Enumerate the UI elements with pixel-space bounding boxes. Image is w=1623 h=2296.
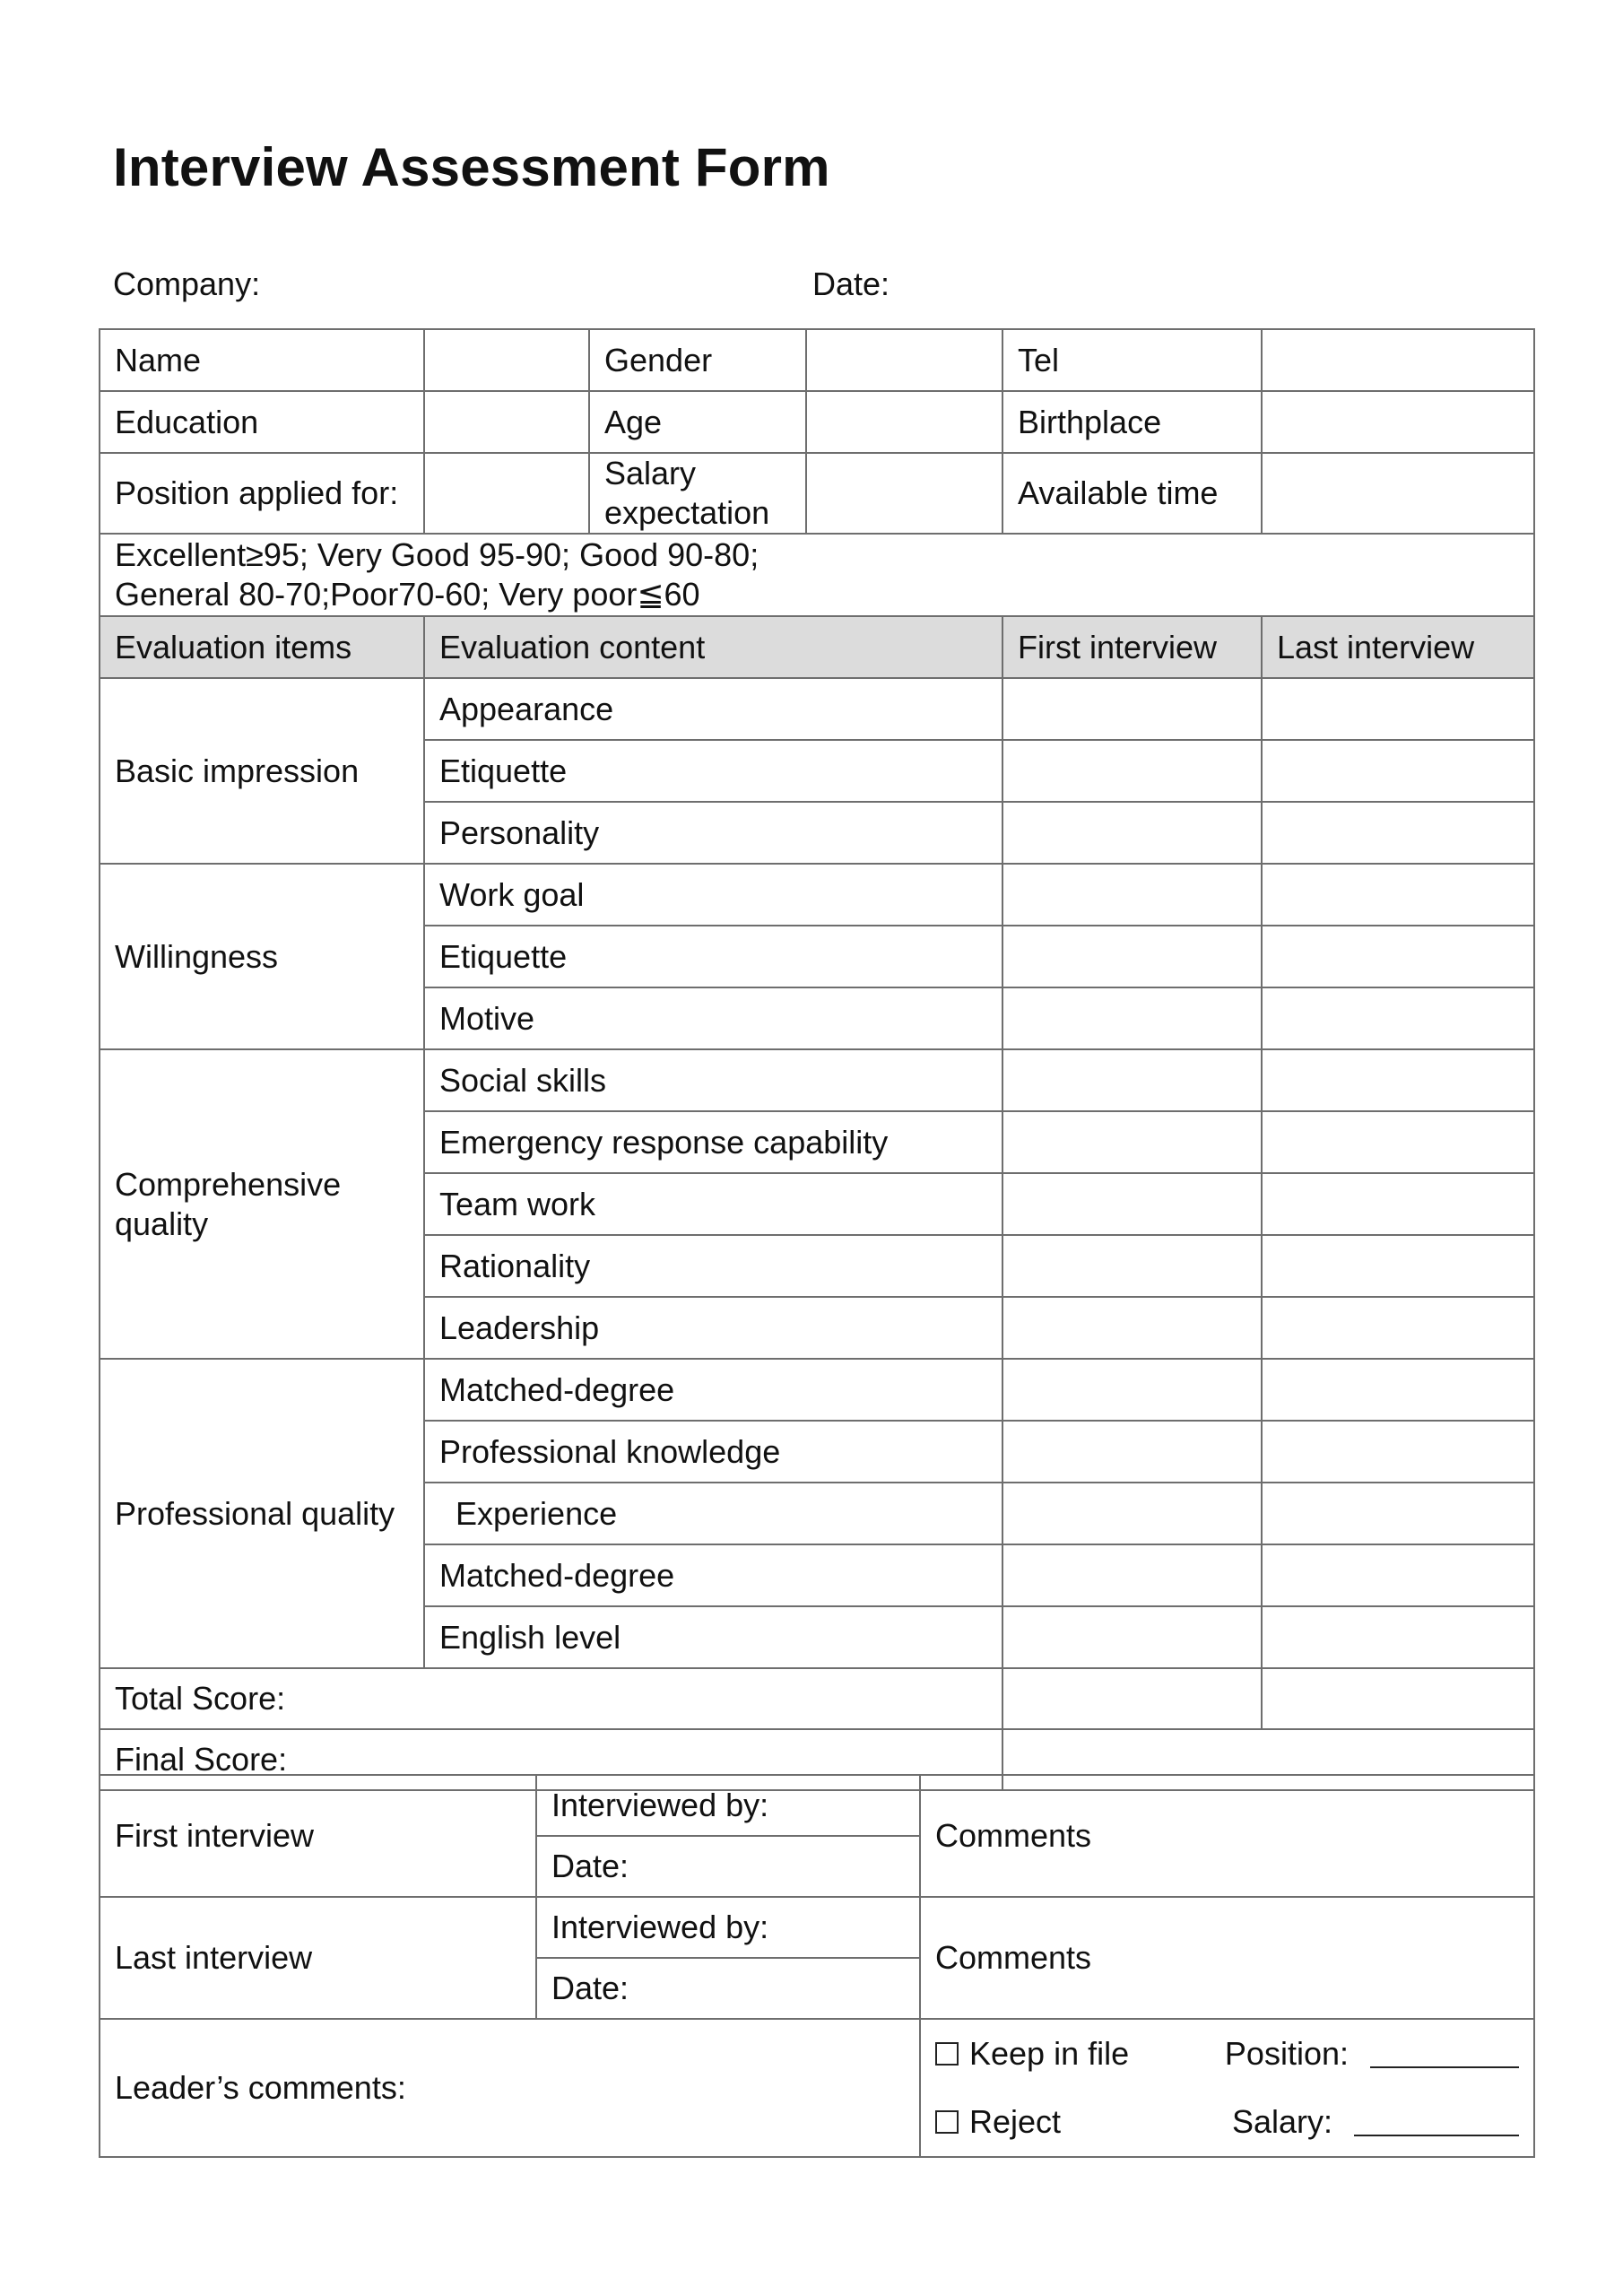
position-blank[interactable] — [1370, 2039, 1519, 2068]
first-interview-date[interactable]: Date: — [536, 1836, 920, 1897]
evaluation-item: Experience — [424, 1483, 1002, 1544]
name-label: Name — [100, 329, 424, 391]
assessment-table — [99, 328, 1535, 1791]
salary-blank[interactable] — [1354, 2108, 1519, 2136]
salary-expectation-field[interactable] — [806, 453, 1002, 534]
first-interview-score-cell[interactable] — [1002, 1049, 1262, 1111]
first-interviewed-by[interactable]: Interviewed by: — [536, 1775, 920, 1836]
evaluation-item: Matched-degree — [424, 1544, 1002, 1606]
header-evaluation-content: Evaluation content — [424, 616, 1002, 678]
evaluation-item: Appearance — [424, 678, 1002, 740]
salary-expectation-label: Salary expectation — [589, 453, 806, 534]
last-interview-comments[interactable]: Comments — [920, 1897, 1534, 2019]
last-interview-score-cell[interactable] — [1262, 678, 1534, 740]
birthplace-field[interactable] — [1262, 391, 1534, 453]
evaluation-item: Rationality — [424, 1235, 1002, 1297]
gender-label: Gender — [589, 329, 806, 391]
group-basic-impression: Basic impression — [100, 678, 424, 864]
first-interview-score-cell[interactable] — [1002, 864, 1262, 926]
first-interview-comments[interactable]: Comments — [920, 1775, 1534, 1897]
tel-label: Tel — [1002, 329, 1262, 391]
evaluation-item: Emergency response capability — [424, 1111, 1002, 1173]
first-interview-score-cell[interactable] — [1002, 1235, 1262, 1297]
salary-label: Salary: — [1231, 2103, 1332, 2140]
last-interview-score-cell[interactable] — [1262, 1173, 1534, 1235]
first-interview-score-cell[interactable] — [1002, 1544, 1262, 1606]
evaluation-item: Work goal — [424, 864, 1002, 926]
last-interview-score-cell[interactable] — [1262, 802, 1534, 864]
evaluation-item: Social skills — [424, 1049, 1002, 1111]
education-field[interactable] — [424, 391, 589, 453]
name-field[interactable] — [424, 329, 589, 391]
last-interview-score-cell[interactable] — [1262, 1421, 1534, 1483]
date-label: Date: — [812, 265, 890, 302]
group-comprehensive-quality: Comprehensive quality — [100, 1049, 424, 1359]
education-label: Education — [100, 391, 424, 453]
keep-in-file-checkbox[interactable] — [935, 2042, 959, 2066]
last-interview-score-cell[interactable] — [1262, 864, 1534, 926]
first-interview-label: First interview — [100, 1775, 536, 1897]
last-interview-score-cell[interactable] — [1262, 1606, 1534, 1668]
final-score-label: Final Score: — [100, 1729, 1002, 1790]
first-interview-score-cell[interactable] — [1002, 1421, 1262, 1483]
interview-signoff-table — [99, 1774, 1535, 2158]
last-interview-label: Last interview — [100, 1897, 536, 2019]
evaluation-item: Etiquette — [424, 926, 1002, 987]
header-first-interview: First interview — [1002, 616, 1262, 678]
evaluation-item: Team work — [424, 1173, 1002, 1235]
first-interview-score-cell[interactable] — [1002, 1297, 1262, 1359]
last-interview-score-cell[interactable] — [1262, 987, 1534, 1049]
group-willingness: Willingness — [100, 864, 424, 1049]
last-interview-score-cell[interactable] — [1262, 1235, 1534, 1297]
evaluation-item: Matched-degree — [424, 1359, 1002, 1421]
keep-in-file-label: Keep in file — [969, 2035, 1130, 2072]
first-interview-score-cell[interactable] — [1002, 987, 1262, 1049]
evaluation-item: Professional knowledge — [424, 1421, 1002, 1483]
first-interview-score-cell[interactable] — [1002, 1483, 1262, 1544]
last-interview-score-cell[interactable] — [1262, 1359, 1534, 1421]
rating-scale — [100, 534, 1534, 616]
last-interview-score-cell[interactable] — [1262, 1544, 1534, 1606]
tel-field[interactable] — [1262, 329, 1534, 391]
total-score-first-cell[interactable] — [1002, 1668, 1262, 1729]
first-interview-score-cell[interactable] — [1002, 740, 1262, 802]
last-interview-score-cell[interactable] — [1262, 1111, 1534, 1173]
first-interview-score-cell[interactable] — [1002, 1359, 1262, 1421]
position-applied-label: Position applied for: — [100, 453, 424, 534]
rating-scale-line-2: General 80-70;Poor70-60; Very poor≦60 — [115, 576, 700, 613]
evaluation-item: Personality — [424, 802, 1002, 864]
position-applied-field[interactable] — [424, 453, 589, 534]
last-interview-score-cell[interactable] — [1262, 1049, 1534, 1111]
age-field[interactable] — [806, 391, 1002, 453]
header-evaluation-items: Evaluation items — [100, 616, 424, 678]
first-interview-score-cell[interactable] — [1002, 802, 1262, 864]
evaluation-item: Motive — [424, 987, 1002, 1049]
first-interview-score-cell[interactable] — [1002, 678, 1262, 740]
total-score-label: Total Score: — [100, 1668, 1002, 1729]
evaluation-item: English level — [424, 1606, 1002, 1668]
group-professional-quality: Professional quality — [100, 1359, 424, 1668]
first-interview-score-cell[interactable] — [1002, 926, 1262, 987]
last-interview-date[interactable]: Date: — [536, 1958, 920, 2019]
age-label: Age — [589, 391, 806, 453]
last-interview-score-cell[interactable] — [1262, 1483, 1534, 1544]
rating-scale-line-1: Excellent≥95; Very Good 95-90; Good 90-80; — [115, 536, 759, 573]
leader-comments-label[interactable]: Leader’s comments: — [100, 2019, 920, 2157]
first-interview-score-cell[interactable] — [1002, 1173, 1262, 1235]
decision-options — [920, 2019, 1534, 2157]
gender-field[interactable] — [806, 329, 1002, 391]
first-interview-score-cell[interactable] — [1002, 1111, 1262, 1173]
reject-checkbox[interactable] — [935, 2110, 959, 2134]
last-interviewed-by[interactable]: Interviewed by: — [536, 1897, 920, 1958]
reject-label: Reject — [969, 2103, 1062, 2140]
page-title: Interview Assessment Form — [113, 137, 830, 197]
company-label: Company: — [113, 265, 261, 302]
last-interview-score-cell[interactable] — [1262, 740, 1534, 802]
total-score-last-cell[interactable] — [1262, 1668, 1534, 1729]
first-interview-score-cell[interactable] — [1002, 1606, 1262, 1668]
last-interview-score-cell[interactable] — [1262, 1297, 1534, 1359]
evaluation-item: Etiquette — [424, 740, 1002, 802]
last-interview-score-cell[interactable] — [1262, 926, 1534, 987]
position-label: Position: — [1224, 2035, 1349, 2072]
evaluation-item: Leadership — [424, 1297, 1002, 1359]
available-time-field[interactable] — [1262, 453, 1534, 534]
header-last-interview: Last interview — [1262, 616, 1534, 678]
available-time-label: Available time — [1002, 453, 1262, 534]
birthplace-label: Birthplace — [1002, 391, 1262, 453]
